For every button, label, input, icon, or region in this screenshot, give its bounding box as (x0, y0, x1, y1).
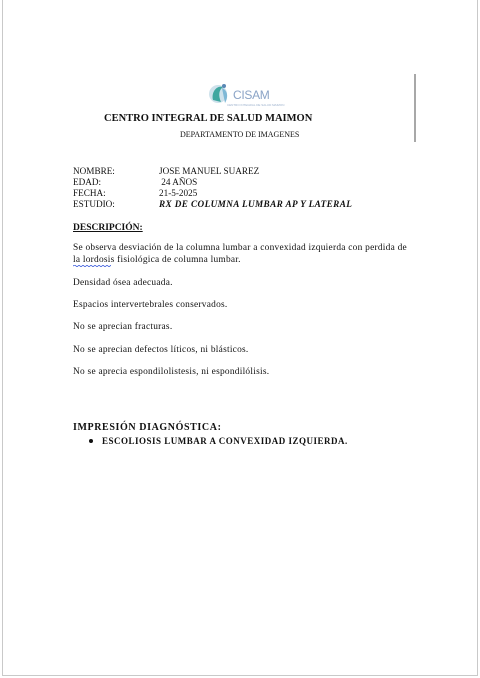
info-label: FECHA: (73, 188, 106, 198)
impression-item (89, 436, 348, 446)
org-title: CENTRO INTEGRAL DE SALUD MAIMON (104, 113, 313, 124)
logo-subtext: CENTRO INTEGRAL DE SALUD MAIMON (227, 103, 285, 107)
margin-marker (414, 74, 416, 142)
spellcheck-underline (73, 265, 111, 267)
logo-text: CISAM (233, 88, 270, 102)
bullet-icon (89, 439, 93, 443)
impression-item-text: ESCOLIOSIS LUMBAR A CONVEXIDAD IZQUIERDA. (102, 436, 348, 446)
info-value: 21-5-2025 (159, 188, 198, 198)
description-paragraph: Espacios intervertebrales conservados. (73, 300, 228, 310)
description-paragraph: Densidad ósea adecuada. (73, 278, 173, 288)
document-page (2, 0, 478, 676)
description-paragraph: No se aprecian fracturas. (73, 322, 173, 332)
info-value: RX DE COLUMNA LUMBAR AP Y LATERAL (159, 199, 353, 209)
description-paragraph: No se aprecia espondilolistesis, ni espondilólisis. (73, 367, 270, 377)
info-value: JOSE MANUEL SUAREZ (159, 166, 260, 176)
description-paragraph: No se aprecian defectos líticos, ni blásticos. (73, 345, 249, 355)
description-heading: DESCRIPCIÓN: (73, 223, 143, 233)
info-value: 24 AÑOS (159, 177, 198, 187)
info-label: EDAD: (73, 177, 102, 187)
cisam-logo (207, 80, 287, 110)
impression-heading: IMPRESIÓN DIAGNÓSTICA: (73, 422, 222, 433)
info-label: NOMBRE: (73, 166, 115, 176)
description-paragraph: Se observa desviación de la columna lumbar a convexidad izquierda con perdida de la lordosis fisiológica de columna lumbar. (73, 243, 407, 265)
info-label: ESTUDIO: (73, 199, 115, 209)
department-title: DEPARTAMENTO DE IMAGENES (180, 130, 300, 139)
